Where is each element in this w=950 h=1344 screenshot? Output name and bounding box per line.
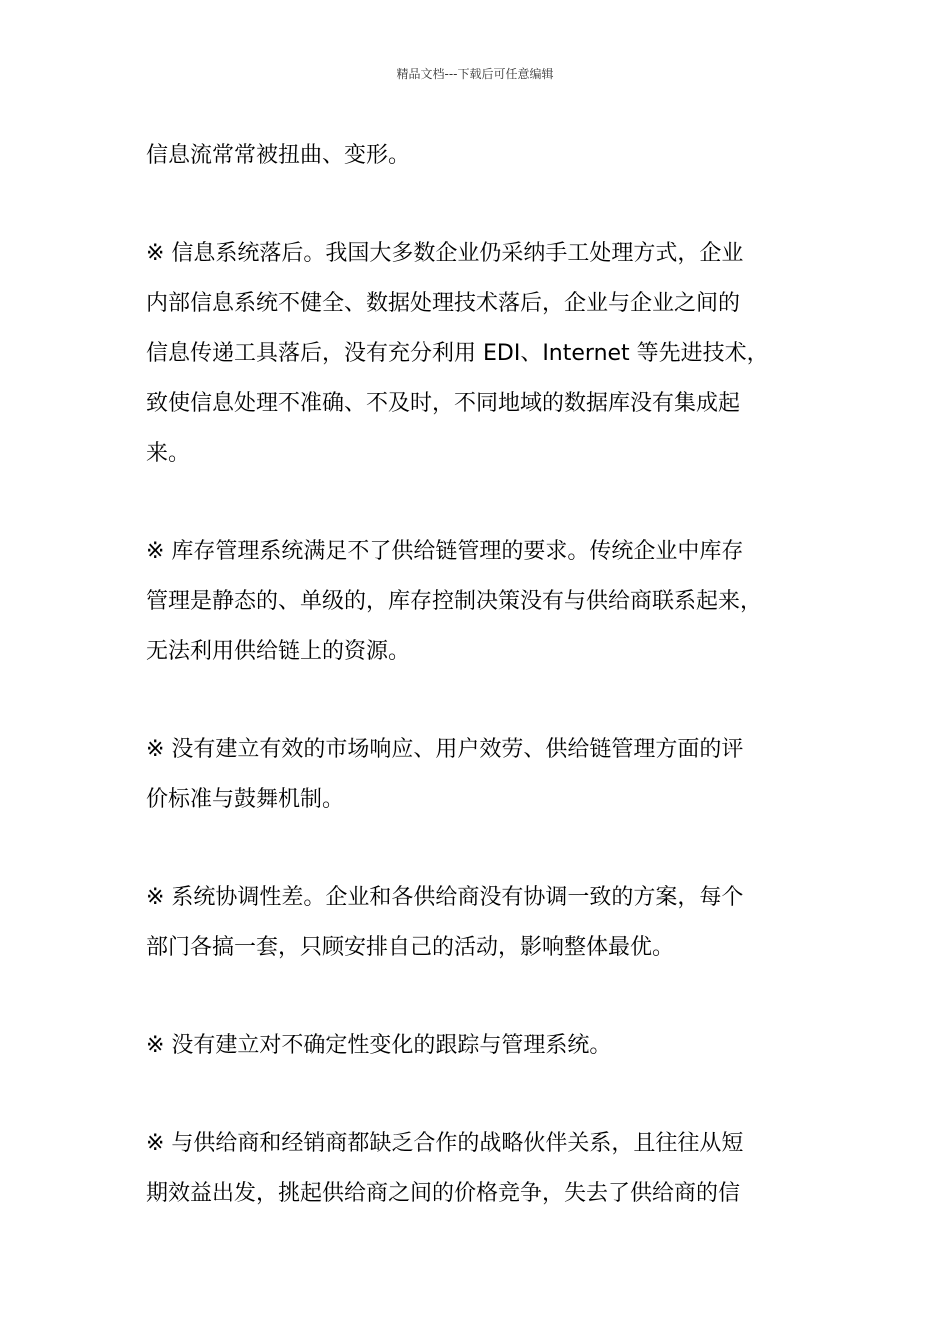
paragraph-line: 致使信息处理不准确、不及时，不同地域的数据库没有集成起 <box>146 391 741 416</box>
paragraph-gap <box>146 677 826 725</box>
paragraph-gap <box>146 825 826 873</box>
paragraph-4 <box>146 725 826 825</box>
page-header: 精品文档---下载后可任意编辑 <box>396 67 554 81</box>
paragraph-gap <box>146 181 826 229</box>
paragraph-line: 无法利用供给链上的资源。 <box>146 639 411 664</box>
paragraph-line: 来。 <box>146 441 191 466</box>
paragraph-line: ※ 没有建立有效的市场响应、用户效劳、供给链管理方面的评 <box>146 737 744 762</box>
paragraph-2 <box>146 229 826 479</box>
paragraph-line: ※ 库存管理系统满足不了供给链管理的要求。传统企业中库存 <box>146 539 744 564</box>
paragraph-line: ※ 信息系统落后。我国大多数企业仍采纳手工处理方式，企业 <box>146 241 744 266</box>
paragraph-line: 内部信息系统不健全、数据处理技术落后，企业与企业之间的 <box>146 291 741 316</box>
paragraph-line: 信息传递工具落后，没有充分利用 EDI、Internet 等先进技术， <box>146 341 769 366</box>
paragraph-6 <box>146 1021 826 1071</box>
paragraph-7 <box>146 1119 826 1219</box>
paragraph-5 <box>146 873 826 973</box>
paragraph-gap <box>146 479 826 527</box>
paragraph-line: ※ 与供给商和经销商都缺乏合作的战略伙伴关系，且往往从短 <box>146 1131 744 1156</box>
paragraph-line: 管理是静态的、单级的，库存控制决策没有与供给商联系起来， <box>146 589 763 614</box>
paragraph-line: 期效益出发，挑起供给商之间的价格竞争，失去了供给商的信 <box>146 1181 741 1206</box>
paragraph-gap <box>146 973 826 1021</box>
paragraph-line: 部门各搞一套，只顾安排自己的活动，影响整体最优。 <box>146 935 675 960</box>
paragraph-line: 信息流常常被扭曲、变形。 <box>146 143 411 168</box>
paragraph-line: ※ 没有建立对不确定性变化的跟踪与管理系统。 <box>146 1033 612 1058</box>
paragraph-line: ※ 系统协调性差。企业和各供给商没有协调一致的方案，每个 <box>146 885 744 910</box>
paragraph-gap <box>146 1071 826 1119</box>
paragraph-line: 价标准与鼓舞机制。 <box>146 787 345 812</box>
paragraph-3 <box>146 527 826 677</box>
paragraph-1 <box>146 131 826 181</box>
document-body <box>146 131 826 1219</box>
